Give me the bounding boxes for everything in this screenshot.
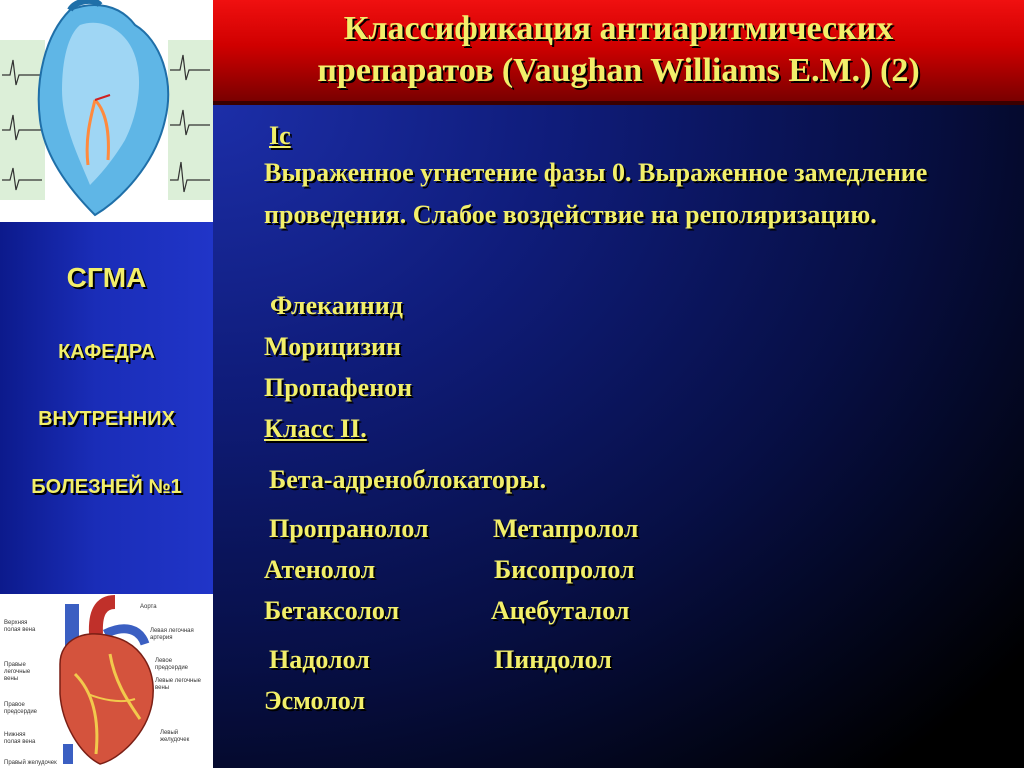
svg-text:Нижняя: Нижняя [4, 732, 26, 738]
heart-anatomy-illustration [0, 594, 213, 768]
heart-anatomy-image [0, 594, 213, 768]
heart-conduction-illustration [0, 0, 213, 222]
class-ii-heading: Класс II. [264, 414, 367, 443]
class-ii-subtitle: Бета-адреноблокаторы. [269, 465, 547, 494]
drug-propafenone: Пропафенон [264, 373, 413, 402]
drug-propranolol: Пропранолол [269, 514, 429, 543]
drug-metoprolol: Метапролол [493, 514, 639, 543]
svg-text:Правое: Правое [4, 702, 25, 708]
svg-text:Левый: Левый [160, 730, 179, 736]
svg-text:легочные: легочные [4, 669, 31, 675]
sidebar-department-line2: ВНУТРЕННИХ [38, 408, 175, 430]
svg-text:предсердие: предсердие [4, 709, 38, 715]
drug-acebutolol: Ацебуталол [491, 596, 630, 625]
svg-text:полая вена: полая вена [4, 627, 36, 633]
drug-moricizine: Морицизин [264, 332, 402, 361]
svg-text:артерия: артерия [150, 635, 173, 641]
slide-title [213, 8, 1024, 92]
drug-esmolol: Эсмолол [264, 686, 366, 715]
class-ic-heading: Ic [269, 121, 291, 150]
svg-text:Аорта: Аорта [140, 604, 157, 610]
svg-text:Правый желудочек: Правый желудочек [4, 760, 57, 766]
svg-text:Верхняя: Верхняя [4, 620, 28, 626]
svg-text:Правые: Правые [4, 662, 26, 668]
drug-flecainide: Флекаинид [270, 291, 403, 320]
svg-text:Левое: Левое [155, 658, 173, 664]
class-ic-description: Выраженное угнетение фазы 0. Выраженное замедление проведения. Слабое воздействие на реполяризацию. [264, 158, 928, 229]
drug-betaxolol: Бетаксолол [264, 596, 400, 625]
svg-text:Левая легочная: Левая легочная [150, 628, 194, 634]
sidebar-department-line3: БОЛЕЗНЕЙ №1 [31, 476, 182, 498]
svg-text:желудочек: желудочек [160, 737, 190, 743]
svg-text:Левые легочные: Левые легочные [155, 678, 201, 684]
sidebar-department-line1: КАФЕДРА [58, 341, 155, 363]
slide-title-line2: препаратов (Vaughan Williams E.M.) (2) [317, 52, 920, 89]
drug-pindolol: Пиндолол [494, 645, 612, 674]
svg-text:вены: вены [4, 676, 19, 682]
slide-title-line1: Классификация антиаритмических [343, 10, 894, 47]
sidebar-org: СГМА [66, 262, 147, 293]
svg-text:предсердие: предсердие [155, 665, 189, 671]
svg-text:вены: вены [155, 685, 170, 691]
drug-nadolol: Надолол [269, 645, 370, 674]
heart-conduction-image [0, 0, 213, 222]
svg-text:полая вена: полая вена [4, 739, 36, 745]
drug-bisoprolol: Бисопролол [494, 555, 635, 584]
drug-atenolol: Атенолол [264, 555, 376, 584]
